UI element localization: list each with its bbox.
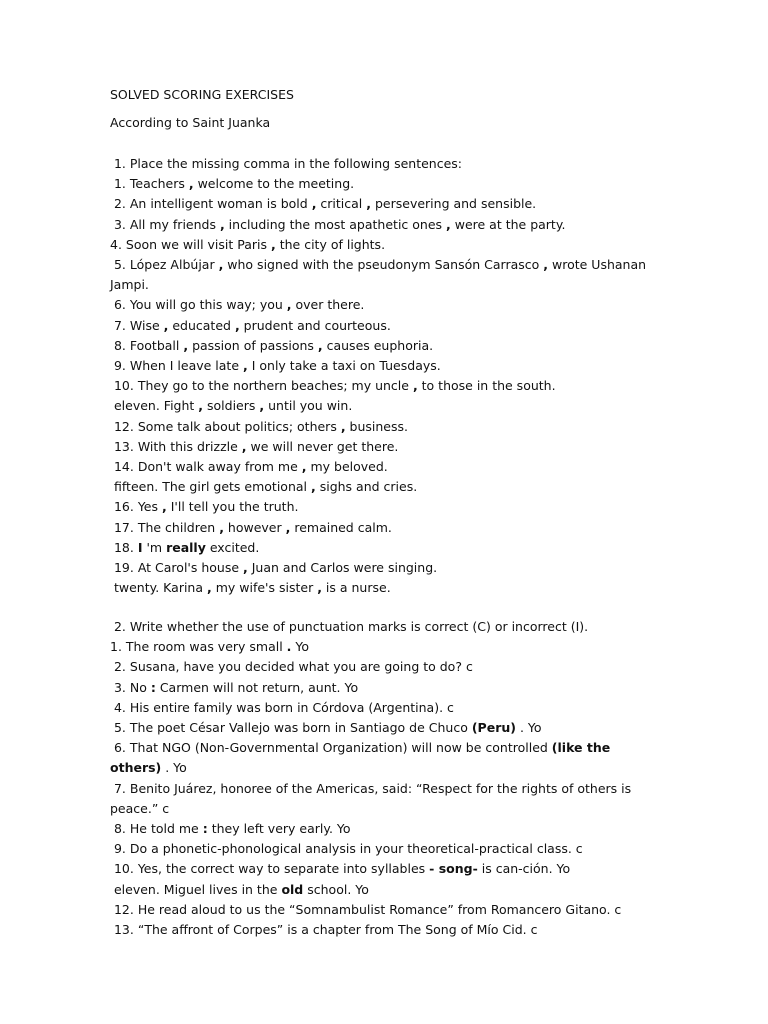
marked-text: old [281,881,304,897]
item-text: were at the party. [450,216,566,232]
item-text: welcome to the meeting. [193,176,355,192]
marked-text: , [310,479,316,495]
exercise-item [110,637,650,657]
marked-text: : [202,821,208,837]
exercise-item [110,839,650,859]
item-text: fifteen. The girl gets emotional [110,479,311,495]
exercise-item [110,718,650,738]
marked-text: , [234,317,240,333]
item-text: 14. Don't walk away from me [110,459,302,475]
item-text: Juan and Carlos were singing. [247,560,438,576]
item-text: however [223,519,286,535]
exercise-item [110,678,650,698]
exercise-2-heading: 2. Write whether the use of punctuation marks is correct (C) or incorrect (I). [110,619,589,634]
marked-text: . [286,639,292,655]
exercise-item [110,194,650,214]
item-text: 2. Susana, have you decided what you are going to do? c [110,659,473,675]
exercise-item [110,417,650,437]
marked-text: , [188,176,194,192]
item-text: Carmen will not return, aunt. Yo [155,679,359,695]
item-text: . Yo [515,720,542,735]
marked-text: , [286,297,292,313]
item-text: twenty. Karina [110,580,207,596]
item-text: 8. He told me [110,821,203,837]
exercise-item [110,174,650,194]
item-text: my beloved. [306,459,388,475]
marked-text: , [301,459,307,475]
exercise-item [110,396,650,416]
marked-text: , [162,499,167,515]
item-text: sighs and cries. [315,479,418,495]
item-text: 9. When I leave late [110,358,243,374]
item-text: 13. “The affront of Corpes” is a chapter from The Song of Mío Cid. c [110,922,538,938]
item-text: I'll tell you the truth. [166,499,299,515]
item-text: eleven. Fight [110,398,199,414]
marked-text: , [317,580,322,596]
document-subtitle: According to Saint Juanka [110,115,271,130]
item-text: 10. Yes, the correct way to separate into syllables [110,861,430,877]
item-text: who signed with the pseudonym Sansón Carrasco [223,257,544,272]
item-text: prudent and courteous. [239,317,391,333]
marked-text: , [412,378,418,394]
item-text: 2. An intelligent woman is bold [110,196,312,212]
exercise-item [110,497,650,517]
exercise-item [110,920,650,940]
exercise-2-list [110,637,650,940]
exercise-item [110,738,650,778]
item-text: 18. [110,539,138,555]
exercise-item [110,376,650,396]
item-text: . Yo [161,760,187,776]
exercise-item [110,437,650,457]
exercise-item [110,316,650,336]
item-text: 8. Football [110,337,184,353]
item-text: 3. No [110,679,151,695]
item-text: until you win. [264,398,353,414]
item-text: critical [316,196,367,212]
exercise-item [110,698,650,718]
exercise-item [110,457,650,477]
item-text: the city of lights. [275,236,386,252]
exercise-item [110,336,650,356]
item-text: 1. Teachers [110,176,189,192]
marked-text: , [241,438,247,454]
exercise-item [110,255,650,295]
item-text: I only take a taxi on Tuesdays. [247,358,441,374]
item-text: my wife's sister [211,580,318,596]
exercise-item [110,538,650,558]
marked-text: , [285,519,291,535]
exercise-item [110,215,650,235]
exercise-1 [110,154,650,598]
marked-text: , [311,196,317,212]
marked-text: really [166,539,206,555]
item-text: 12. Some talk about politics; others [110,418,341,434]
item-text: excited. [205,539,260,555]
item-text: wrote Ushanan Jampi. [110,257,651,293]
item-text: remained calm. [290,519,392,535]
item-text: educated [168,317,235,333]
exercise-item [110,900,650,920]
item-text: 6. You will go this way; you [110,297,287,313]
exercise-item [110,880,650,900]
exercise-1-heading: 1. Place the missing comma in the following sentences: [110,156,463,171]
item-text: causes euphoria. [322,337,434,353]
item-text: passion of passions [188,337,318,353]
marked-text: , [198,398,204,414]
item-text: including the most apathetic ones [224,216,447,232]
exercise-item [110,518,650,538]
exercise-item [110,819,650,839]
item-text: business. [345,418,408,434]
exercise-2 [110,617,650,940]
marked-text: , [243,560,248,576]
item-text: soldiers [203,398,260,414]
item-text: persevering and sensible. [371,196,537,212]
marked-text: , [366,196,371,212]
marked-text: , [446,216,451,232]
exercise-item [110,295,650,315]
item-text: 4. Soon we will visit Paris [110,236,271,252]
item-text: 17. The children [110,519,220,535]
exercise-1-list [110,174,650,598]
item-text: 10. They go to the northern beaches; my uncle [110,378,413,394]
item-text: over there. [291,297,365,313]
item-text: school. Yo [303,881,369,897]
exercise-item [110,558,650,578]
marked-text: , [163,317,169,333]
exercise-item [110,356,650,376]
marked-text: - song- [429,861,478,877]
marked-text: (like the others) [110,740,615,776]
item-text: we will never get there. [246,438,399,454]
item-text: 13. With this drizzle [110,438,242,454]
exercise-item [110,779,650,819]
item-text: eleven. Miguel lives in the [110,881,282,897]
marked-text: , [218,257,224,272]
item-text: 4. His entire family was born in Córdova (Argentina). c [110,699,454,715]
exercise-item [110,859,650,879]
item-text: 1. The room was very small [110,639,287,655]
item-text: 16. Yes [110,499,162,515]
item-text: they left very early. Yo [207,821,351,837]
item-text: 12. He read aloud to us the “Somnambulist Romance” from Romancero Gitano. c [110,901,622,917]
item-text: Yo [291,639,310,655]
marked-text: , [271,236,276,252]
marked-text: , [219,216,225,232]
item-text: 7. Benito Juárez, honoree of the Americas, said: “Respect for the rights of others is peace.” c [110,780,636,816]
marked-text: , [259,398,265,414]
marked-text: , [543,257,549,272]
marked-text: I [137,539,143,555]
marked-text: , [219,519,224,535]
item-text: is a nurse. [321,580,391,596]
marked-text: (Peru) [471,720,516,735]
item-text: 7. Wise [110,317,164,333]
item-text: is can-ción. Yo [477,861,571,877]
item-text: 6. That NGO (Non-Governmental Organization) will now be controlled [110,740,552,756]
item-text: to those in the south. [417,378,556,394]
marked-text: : [150,679,156,695]
marked-text: , [207,580,212,596]
exercise-item [110,657,650,677]
marked-text: , [243,358,248,374]
item-text: 19. At Carol's house [110,560,244,576]
document-title: SOLVED SCORING EXERCISES [110,87,294,102]
exercise-item [110,477,650,497]
marked-text: , [317,337,323,353]
marked-text: , [340,418,346,434]
item-text: 9. Do a phonetic-phonological analysis in your theoretical-practical class. c [110,841,583,857]
item-text: 'm [142,539,167,555]
exercise-item [110,235,650,255]
marked-text: , [183,337,189,353]
item-text: 5. The poet César Vallejo was born in Santiago de Chuco [110,720,472,735]
item-text: 5. López Albújar [110,257,219,272]
item-text: 3. All my friends [110,216,220,232]
exercise-item [110,578,650,598]
